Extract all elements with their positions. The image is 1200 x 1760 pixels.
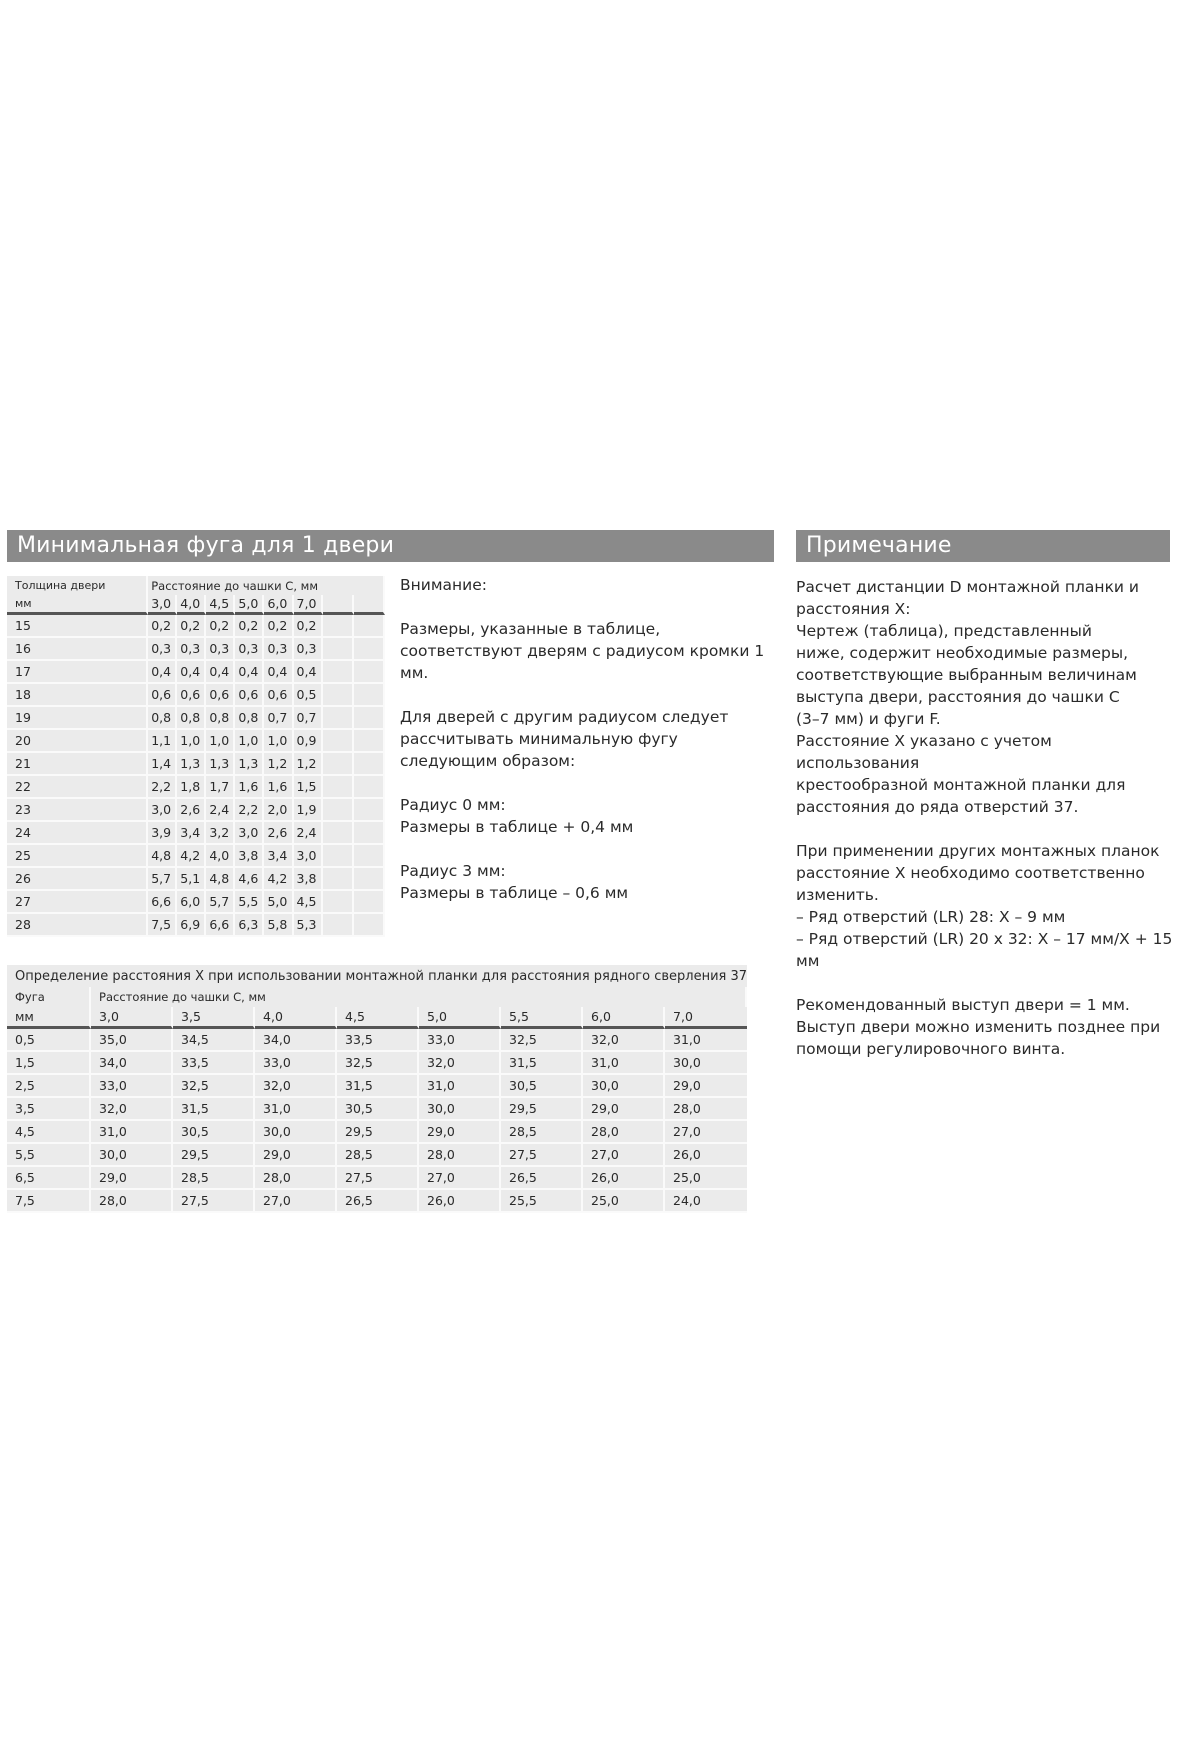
- table-cell: 1,8: [177, 776, 206, 799]
- table-cell: 31,5: [173, 1098, 255, 1121]
- table-cell: 1,1: [148, 730, 177, 753]
- radius-0-label: Радиус 0 мм:: [400, 796, 506, 814]
- table-cell: 0,8: [148, 707, 177, 730]
- note-line: Расстояние X указано с учетом использования: [796, 732, 1052, 772]
- radius-0-text: Размеры в таблице + 0,4 мм: [400, 818, 634, 836]
- note-line: изменить.: [796, 886, 879, 904]
- table-cell: 4,8: [148, 845, 177, 868]
- row-label: 22: [7, 776, 148, 799]
- table-cell: 29,0: [419, 1121, 501, 1144]
- table-cell: 26,5: [337, 1190, 419, 1213]
- table-cell: 0,4: [206, 661, 235, 684]
- table-row: [7, 684, 385, 707]
- table-cell: 28,5: [337, 1144, 419, 1167]
- table-cell: 24,0: [665, 1190, 747, 1213]
- column-header: 5,0: [235, 595, 264, 615]
- row-label: 5,5: [7, 1144, 91, 1167]
- note-line: помощи регулировочного винта.: [796, 1040, 1066, 1058]
- table-cell: 3,2: [206, 822, 235, 845]
- table-cell: 28,0: [419, 1144, 501, 1167]
- table-cell: [323, 707, 354, 730]
- table-cell: 1,9: [294, 799, 323, 822]
- table-title: Определение расстояния X при использовании монтажной планки для расстояния рядного сверления 37: [15, 968, 748, 984]
- table-cell: 0,4: [264, 661, 293, 684]
- table-cell: 1,5: [294, 776, 323, 799]
- table-cell: 2,6: [264, 822, 293, 845]
- row-label: 0,5: [7, 1029, 91, 1052]
- table-cell: 31,0: [419, 1075, 501, 1098]
- table-row: [7, 1190, 747, 1213]
- table-cell: 5,7: [148, 868, 177, 891]
- row-header-label: Толщина двери: [7, 576, 148, 595]
- table-cell: [323, 891, 354, 914]
- table-cell: 1,0: [177, 730, 206, 753]
- table-cell: 31,0: [583, 1052, 665, 1075]
- table-cell: [354, 684, 385, 707]
- table-cell: 32,0: [583, 1029, 665, 1052]
- note-line: Расчет дистанции D монтажной планки и: [796, 578, 1140, 596]
- table-cell: 0,2: [264, 615, 293, 638]
- table-cell: 25,5: [501, 1190, 583, 1213]
- table-cell: 29,5: [173, 1144, 255, 1167]
- row-header-label: Фуга: [7, 987, 91, 1007]
- table-cell: 2,4: [294, 822, 323, 845]
- table-cell: 0,6: [177, 684, 206, 707]
- row-label: 1,5: [7, 1052, 91, 1075]
- table-cell: 0,6: [148, 684, 177, 707]
- table-cell: 29,5: [501, 1098, 583, 1121]
- table-cell: 0,7: [264, 707, 293, 730]
- table-row: [7, 799, 385, 822]
- table-cell: 1,2: [264, 753, 293, 776]
- table-cell: 27,0: [583, 1144, 665, 1167]
- column-header: 3,0: [91, 1007, 173, 1029]
- table-cell: [323, 845, 354, 868]
- row-label: 15: [7, 615, 148, 638]
- table-cell: 6,9: [177, 914, 206, 937]
- column-header: 4,0: [177, 595, 206, 615]
- table-cell: 3,4: [177, 822, 206, 845]
- table-cell: 0,4: [148, 661, 177, 684]
- table-cell: 1,6: [264, 776, 293, 799]
- row-label: 4,5: [7, 1121, 91, 1144]
- table-cell: 0,8: [235, 707, 264, 730]
- warning-paragraph-2: Для дверей с другим радиусом следует рассчитывать минимальную фугу следующим образом:: [400, 708, 729, 770]
- table-row: [7, 730, 385, 753]
- table-cell: 0,6: [206, 684, 235, 707]
- table-cell: 28,5: [173, 1167, 255, 1190]
- row-label: 6,5: [7, 1167, 91, 1190]
- table-cell: 27,0: [665, 1121, 747, 1144]
- column-header: [323, 595, 354, 615]
- table-header-row: [7, 987, 747, 1007]
- row-label: 3,5: [7, 1098, 91, 1121]
- table-cell: 34,5: [173, 1029, 255, 1052]
- row-label: 7,5: [7, 1190, 91, 1213]
- table-row: [7, 1098, 747, 1121]
- row-label: 2,5: [7, 1075, 91, 1098]
- table-cell: 3,0: [148, 799, 177, 822]
- table-cell: 1,7: [206, 776, 235, 799]
- table-header-row: [7, 576, 385, 595]
- row-label: 28: [7, 914, 148, 937]
- row-header-unit: мм: [7, 1007, 91, 1029]
- radius-3-text: Размеры в таблице – 0,6 мм: [400, 884, 629, 902]
- table-cell: 30,0: [255, 1121, 337, 1144]
- table-cell: 33,5: [173, 1052, 255, 1075]
- note-line: – Ряд отверстий (LR) 28: X – 9 мм: [796, 908, 1066, 926]
- note-line: Выступ двери можно изменить позднее при: [796, 1018, 1161, 1036]
- table-cell: 28,0: [91, 1190, 173, 1213]
- table-cell: 0,3: [294, 638, 323, 661]
- table-row: [7, 1121, 747, 1144]
- row-label: 16: [7, 638, 148, 661]
- warning-radius-0: [400, 794, 780, 838]
- table-cell: 1,3: [235, 753, 264, 776]
- table-cell: 0,8: [177, 707, 206, 730]
- table-cell: 6,6: [206, 914, 235, 937]
- section-title-note: Примечание: [796, 530, 1170, 562]
- table-row: [7, 753, 385, 776]
- table-cell: 6,3: [235, 914, 264, 937]
- table-cell: 30,0: [419, 1098, 501, 1121]
- row-label: 20: [7, 730, 148, 753]
- table-cell: 0,2: [206, 615, 235, 638]
- table-cell: [354, 615, 385, 638]
- table-cell: 0,2: [294, 615, 323, 638]
- table-cell: 26,5: [501, 1167, 583, 1190]
- table-cell: 0,7: [294, 707, 323, 730]
- table-cell: 0,2: [235, 615, 264, 638]
- table-cell: 0,5: [294, 684, 323, 707]
- table-cell: 3,9: [148, 822, 177, 845]
- table-cell: 3,8: [235, 845, 264, 868]
- table-cell: 26,0: [583, 1167, 665, 1190]
- table-cell: 32,5: [173, 1075, 255, 1098]
- table-cell: 25,0: [665, 1167, 747, 1190]
- column-header: 4,5: [337, 1007, 419, 1029]
- column-group-label: Расстояние до чашки С, мм: [91, 987, 747, 1007]
- table-row: [7, 1052, 747, 1075]
- table-cell: [354, 753, 385, 776]
- table-cell: 2,4: [206, 799, 235, 822]
- column-header: 5,0: [419, 1007, 501, 1029]
- table-cell: [323, 730, 354, 753]
- table-row: [7, 1075, 747, 1098]
- note-line: Рекомендованный выступ двери = 1 мм.: [796, 996, 1130, 1014]
- table-cell: 0,3: [148, 638, 177, 661]
- note-line: – Ряд отверстий (LR) 20 x 32: X – 17 мм/X + 15 мм: [796, 930, 1173, 970]
- table-row: [7, 822, 385, 845]
- table-cell: 26,0: [665, 1144, 747, 1167]
- table-cell: 27,0: [419, 1167, 501, 1190]
- section-title-min-gap: Минимальная фуга для 1 двери: [7, 530, 774, 562]
- table-cell: 30,5: [337, 1098, 419, 1121]
- table-cell: 28,0: [255, 1167, 337, 1190]
- table-cell: 5,5: [235, 891, 264, 914]
- table-cell: 29,0: [91, 1167, 173, 1190]
- table-cell: 29,5: [337, 1121, 419, 1144]
- table-cell: 1,2: [294, 753, 323, 776]
- row-label: 24: [7, 822, 148, 845]
- table-cell: 26,0: [419, 1190, 501, 1213]
- table-cell: 0,3: [206, 638, 235, 661]
- table-cell: 27,5: [173, 1190, 255, 1213]
- table-cell: 4,5: [294, 891, 323, 914]
- table-column-row: [7, 1007, 747, 1029]
- table-cell: [323, 822, 354, 845]
- table-cell: [354, 638, 385, 661]
- table-cell: 27,5: [501, 1144, 583, 1167]
- note-paragraph-3: [796, 994, 1176, 1060]
- table-cell: 2,0: [264, 799, 293, 822]
- table-cell: 0,6: [235, 684, 264, 707]
- column-header: 5,5: [501, 1007, 583, 1029]
- note-line: выступа двери, расстояния до чашки С: [796, 688, 1120, 706]
- warning-heading: Внимание:: [400, 576, 487, 594]
- table-cell: 5,1: [177, 868, 206, 891]
- table-cell: 25,0: [583, 1190, 665, 1213]
- table-cell: 27,5: [337, 1167, 419, 1190]
- note-block: [796, 576, 1176, 1082]
- table-cell: 30,0: [91, 1144, 173, 1167]
- table-cell: 30,0: [583, 1075, 665, 1098]
- note-line: При применении других монтажных планок: [796, 842, 1160, 860]
- table-cell: [354, 868, 385, 891]
- table-cell: 1,4: [148, 753, 177, 776]
- table-cell: 2,2: [235, 799, 264, 822]
- table-row: [7, 868, 385, 891]
- table-cell: [323, 684, 354, 707]
- table-cell: 32,0: [419, 1052, 501, 1075]
- table-cell: 3,0: [294, 845, 323, 868]
- table-cell: 29,0: [665, 1075, 747, 1098]
- note-line: крестообразной монтажной планки для: [796, 776, 1126, 794]
- table-cell: 0,4: [294, 661, 323, 684]
- table-cell: [354, 891, 385, 914]
- table-cell: [323, 753, 354, 776]
- table-cell: [354, 822, 385, 845]
- table-cell: [323, 776, 354, 799]
- table-cell: [354, 799, 385, 822]
- table-cell: 0,3: [177, 638, 206, 661]
- table-cell: 5,7: [206, 891, 235, 914]
- table-cell: 35,0: [91, 1029, 173, 1052]
- column-header: 3,5: [173, 1007, 255, 1029]
- warning-radius-3: [400, 860, 780, 904]
- column-header: [354, 595, 385, 615]
- table-row: [7, 661, 385, 684]
- table-cell: 0,6: [264, 684, 293, 707]
- row-label: 27: [7, 891, 148, 914]
- table-cell: 0,4: [177, 661, 206, 684]
- table-row: [7, 1144, 747, 1167]
- table-cell: 31,0: [91, 1121, 173, 1144]
- table-row: [7, 1167, 747, 1190]
- table-cell: 29,0: [255, 1144, 337, 1167]
- table-row: [7, 845, 385, 868]
- column-header: 7,0: [294, 595, 323, 615]
- column-header: 4,0: [255, 1007, 337, 1029]
- table-cell: 30,5: [501, 1075, 583, 1098]
- column-header: 6,0: [583, 1007, 665, 1029]
- table-row: [7, 891, 385, 914]
- table-cell: 2,2: [148, 776, 177, 799]
- row-label: 23: [7, 799, 148, 822]
- column-header: 6,0: [264, 595, 293, 615]
- note-line: расстояния X:: [796, 600, 911, 618]
- table-cell: [354, 845, 385, 868]
- table-cell: 27,0: [255, 1190, 337, 1213]
- table-cell: 31,0: [665, 1029, 747, 1052]
- radius-3-label: Радиус 3 мм:: [400, 862, 506, 880]
- note-line: соответствующие выбранным величинам: [796, 666, 1137, 684]
- row-label: 17: [7, 661, 148, 684]
- row-header-unit: мм: [7, 595, 148, 615]
- table-cell: 28,5: [501, 1121, 583, 1144]
- table-row: [7, 707, 385, 730]
- table-title-row: [7, 965, 747, 987]
- column-header: 3,0: [148, 595, 177, 615]
- table-cell: 32,5: [501, 1029, 583, 1052]
- table-cell: 32,0: [91, 1098, 173, 1121]
- table-cell: 4,2: [177, 845, 206, 868]
- table-row: [7, 615, 385, 638]
- table-cell: 33,5: [337, 1029, 419, 1052]
- table-cell: [323, 638, 354, 661]
- table-cell: [354, 776, 385, 799]
- table-cell: 32,0: [255, 1075, 337, 1098]
- table-row: [7, 914, 385, 937]
- note-line: расстояния до ряда отверстий 37.: [796, 798, 1079, 816]
- table-cell: 3,0: [235, 822, 264, 845]
- table-cell: 28,0: [583, 1121, 665, 1144]
- column-header: 4,5: [206, 595, 235, 615]
- table-cell: [323, 868, 354, 891]
- table-cell: [323, 914, 354, 937]
- table-cell: 1,0: [264, 730, 293, 753]
- table-cell: 31,5: [501, 1052, 583, 1075]
- note-line: расстояние X необходимо соответственно: [796, 864, 1145, 882]
- table-cell: 3,8: [294, 868, 323, 891]
- warning-paragraph-1: Размеры, указанные в таблице, соответствуют дверям с радиусом кромки 1 мм.: [400, 620, 765, 682]
- note-line: (3–7 мм) и фуги F.: [796, 710, 941, 728]
- table-cell: 6,0: [177, 891, 206, 914]
- row-label: 18: [7, 684, 148, 707]
- table-cell: 1,0: [235, 730, 264, 753]
- table-cell: 1,3: [177, 753, 206, 776]
- column-header: 7,0: [665, 1007, 747, 1029]
- table-cell: 1,3: [206, 753, 235, 776]
- table-cell: 1,6: [235, 776, 264, 799]
- note-line: ниже, содержит необходимые размеры,: [796, 644, 1129, 662]
- table-cell: 31,5: [337, 1075, 419, 1098]
- column-group-label: Расстояние до чашки С, мм: [148, 576, 385, 595]
- table-cell: [323, 799, 354, 822]
- table-cell: 28,0: [665, 1098, 747, 1121]
- table-cell: [354, 730, 385, 753]
- table-cell: [323, 615, 354, 638]
- table-cell: 32,5: [337, 1052, 419, 1075]
- table-row: [7, 776, 385, 799]
- table-cell: 0,3: [264, 638, 293, 661]
- table-cell: 0,3: [235, 638, 264, 661]
- table-cell: 6,6: [148, 891, 177, 914]
- table-cell: 0,2: [177, 615, 206, 638]
- table-cell: 2,6: [177, 799, 206, 822]
- note-paragraph-1: [796, 576, 1176, 818]
- min-gap-table: [7, 576, 385, 937]
- table-cell: 0,9: [294, 730, 323, 753]
- note-paragraph-2: [796, 840, 1176, 972]
- table-cell: [354, 914, 385, 937]
- table-cell: 33,0: [91, 1075, 173, 1098]
- row-label: 21: [7, 753, 148, 776]
- table-cell: 4,8: [206, 868, 235, 891]
- table-cell: 4,2: [264, 868, 293, 891]
- table-column-row: [7, 595, 385, 615]
- table-cell: 0,2: [148, 615, 177, 638]
- table-cell: 30,0: [665, 1052, 747, 1075]
- table-cell: [323, 661, 354, 684]
- row-label: 19: [7, 707, 148, 730]
- table-row: [7, 638, 385, 661]
- table-cell: [354, 661, 385, 684]
- table-cell: 0,8: [206, 707, 235, 730]
- table-cell: 33,0: [419, 1029, 501, 1052]
- row-label: 26: [7, 868, 148, 891]
- table-cell: 0,4: [235, 661, 264, 684]
- table-cell: 30,5: [173, 1121, 255, 1144]
- table-cell: 33,0: [255, 1052, 337, 1075]
- table-cell: [354, 707, 385, 730]
- table-cell: 3,4: [264, 845, 293, 868]
- table-cell: 4,0: [206, 845, 235, 868]
- distance-x-table: [7, 965, 747, 1213]
- note-line: Чертеж (таблица), представленный: [796, 622, 1092, 640]
- table-cell: 4,6: [235, 868, 264, 891]
- table-cell: 5,3: [294, 914, 323, 937]
- table-cell: 5,8: [264, 914, 293, 937]
- table-cell: 34,0: [91, 1052, 173, 1075]
- warning-block: [400, 574, 780, 926]
- table-cell: 1,0: [206, 730, 235, 753]
- table-cell: 29,0: [583, 1098, 665, 1121]
- table-row: [7, 1029, 747, 1052]
- table-cell: 5,0: [264, 891, 293, 914]
- row-label: 25: [7, 845, 148, 868]
- table-cell: 7,5: [148, 914, 177, 937]
- table-cell: 31,0: [255, 1098, 337, 1121]
- table-cell: 34,0: [255, 1029, 337, 1052]
